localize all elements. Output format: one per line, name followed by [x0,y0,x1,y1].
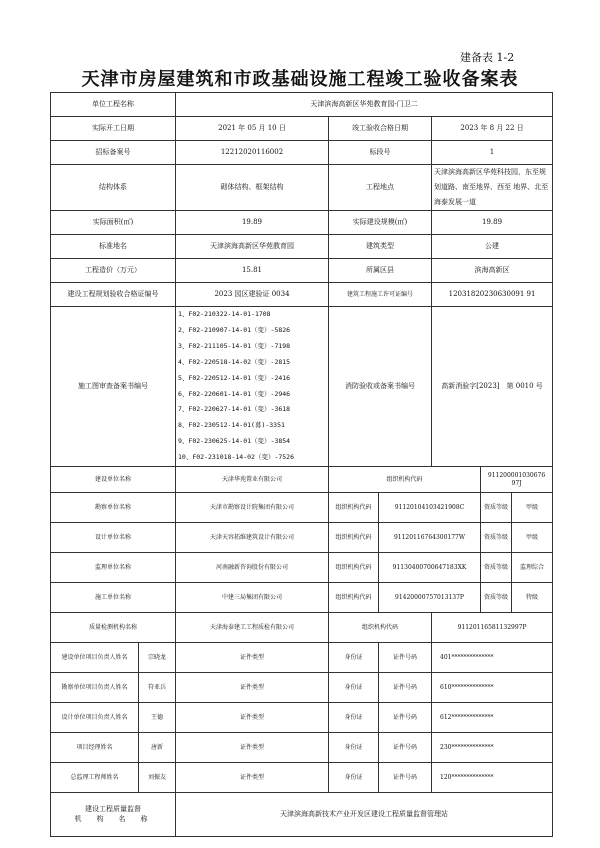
unit-code-label: 组织机构代码 [329,467,481,493]
person-row [51,733,553,763]
drawing-item: 3、F02-211105-14-01（变）-7198 [178,341,291,350]
drawing-item: 8、F02-230512-14-01(暮)-3351 [178,421,285,430]
fire-label: 消防验收或备案书编号 [329,307,432,467]
bid-record-value: 12212020116002 [176,141,329,165]
accept-date-value: 2023 年 8 月 22 日 [432,117,553,141]
bid-record-label: 招标备案号 [51,141,176,165]
district-label: 所属区县 [329,259,432,283]
unit-qual-label: 资质等级 [481,523,512,553]
id-type-value: 身份证 [329,763,379,793]
unit-qual: 甲级 [512,493,553,523]
unit-qual: 甲级 [512,523,553,553]
unit-row-contractor [51,583,553,613]
site-value: 天津滨海高新区华苑教育园 [176,235,329,259]
unit-label: 设计单位名称 [51,523,176,553]
project-name-value: 天津滨海高新区华苑教育园-门卫二 [176,93,553,117]
cost-value: 15.81 [176,259,329,283]
unit-qual: 特级 [512,583,553,613]
district-value: 滨海高新区 [432,259,553,283]
person-name: 王德 [139,703,176,733]
unit-name: 河南融新咨询股份有限公司 [176,553,329,583]
person-label: 总监理工程师姓名 [51,763,139,793]
unit-row-construction [51,467,553,493]
area-value: 19.89 [176,211,329,235]
unit-code: 91120116764300177W [379,523,481,553]
unit-label: 施工单位名称 [51,583,176,613]
row-area [51,211,553,235]
scale-label: 实际建设规模(㎡) [329,211,432,235]
fire-value: 高新消验字[2023] 第 0010 号 [432,307,553,467]
drawing-item: 2、F02-210907-14-01（变）-5826 [178,325,291,334]
id-number: 230************** [432,733,553,763]
unit-code: 91130400700647183XK [379,553,481,583]
row-project-name [51,93,553,117]
drawing-item: 7、F02-220627-14-01（变）-3618 [178,405,291,414]
unit-code-label: 组织机构代码 [329,523,379,553]
unit-label: 建设单位名称 [51,467,176,493]
id-type-value: 身份证 [329,733,379,763]
unit-code: 91420000757013137P [379,583,481,613]
drawing-item: 4、F02-220518-14-02（变）-2815 [178,357,291,366]
row-site [51,235,553,259]
person-row [51,673,553,703]
id-type-label: 证件类型 [176,703,329,733]
start-date-label: 实际开工日期 [51,117,176,141]
unit-code: 91120104103421908C [379,493,481,523]
row-supervision-org [51,793,553,837]
permit-value: 12031820230630091 91 [432,283,553,307]
id-type-label: 证件类型 [176,733,329,763]
person-row [51,643,553,673]
person-name: 符亚兵 [139,673,176,703]
unit-qual-label: 资质等级 [481,493,512,523]
unit-name: 中建三局集团有限公司 [176,583,329,613]
unit-code: 91120116581132997P [432,613,553,643]
unit-qual-label: 资质等级 [481,583,512,613]
permit-label: 建筑工程施工许可证编号 [329,283,432,307]
structure-value: 砌体结构、框架结构 [176,165,329,211]
drawing-item: 1、F02-210322-14-01-1708 [178,310,271,318]
drawings-label: 施工图审查备案书编号 [51,307,176,467]
person-label: 建设单位项目负责人姓名 [51,643,139,673]
id-type-label: 证件类型 [176,673,329,703]
unit-label: 监理单位名称 [51,553,176,583]
id-number-label: 证件号码 [379,763,432,793]
row-dates [51,117,553,141]
id-type-label: 证件类型 [176,763,329,793]
unit-code-label: 组织机构代码 [329,613,432,643]
project-name-label: 单位工程名称 [51,93,176,117]
id-number-label: 证件号码 [379,733,432,763]
section-value: 1 [432,141,553,165]
structure-label: 结构体系 [51,165,176,211]
unit-name: 天津天容拓维建筑设计有限公司 [176,523,329,553]
supervision-value: 天津滨海高新技术产业开发区建设工程质量监督管理站 [176,793,553,837]
unit-label: 质量检测机构名称 [51,613,176,643]
id-type-value: 身份证 [329,643,379,673]
drawing-item: 6、F02-220601-14-01（变）-2946 [178,389,291,398]
id-number: 610************** [432,673,553,703]
unit-row-survey [51,493,553,523]
supervision-label [51,793,176,837]
id-number: 612************** [432,703,553,733]
building-type-value: 公建 [432,235,553,259]
person-row [51,763,553,793]
site-label: 标准地名 [51,235,176,259]
person-name: 唐新 [139,733,176,763]
drawings-list [176,307,329,467]
person-label: 设计单位项目负责人姓名 [51,703,139,733]
unit-code-label: 组织机构代码 [329,553,379,583]
person-name: 宗晓龙 [139,643,176,673]
scale-value: 19.89 [432,211,553,235]
person-label: 勘察单位项目负责人姓名 [51,673,139,703]
planning-label: 建设工程规划验收合格证编号 [51,283,176,307]
id-type-value: 身份证 [329,703,379,733]
start-date-value: 2021 年 05 月 10 日 [176,117,329,141]
row-drawings [51,307,553,467]
unit-name: 天津华苑置业有限公司 [176,467,329,493]
row-structure [51,165,553,211]
person-row [51,703,553,733]
planning-value: 2023 园区建验证 0034 [176,283,329,307]
area-label: 实际面积(㎡) [51,211,176,235]
id-type-label: 证件类型 [176,643,329,673]
location-value: 天津滨海高新区华苑科技园，东至规划道路、南至地界、西至 地界、北至海泰发展一道 [432,165,553,211]
unit-code: 911200001030676 97J [481,467,553,493]
cost-label: 工程造价（万元） [51,259,176,283]
id-number-label: 证件号码 [379,703,432,733]
id-number: 401************** [432,643,553,673]
person-name: 刘振友 [139,763,176,793]
drawing-item: 5、F02-220512-14-01（变）-2416 [178,373,291,382]
id-number: 120************** [432,763,553,793]
row-bid [51,141,553,165]
unit-code-label: 组织机构代码 [329,493,379,523]
id-number-label: 证件号码 [379,673,432,703]
unit-name: 天津海泰建工工程质检有限公司 [176,613,329,643]
unit-qual: 监理综合 [512,553,553,583]
id-type-value: 身份证 [329,673,379,703]
id-number-label: 证件号码 [379,643,432,673]
unit-label: 勘察单位名称 [51,493,176,523]
unit-row-supervision [51,553,553,583]
building-type-label: 建筑类型 [329,235,432,259]
unit-row-design [51,523,553,553]
unit-code-label: 组织机构代码 [329,583,379,613]
person-label: 项目经理姓名 [51,733,139,763]
supervision-label-line2: 机 构 名 称 [74,814,152,823]
drawing-item: 9、F02-230625-14-01（变）-3854 [178,437,291,446]
unit-qual-label: 资质等级 [481,553,512,583]
accept-date-label: 竣工验收合格日期 [329,117,432,141]
filing-table [50,92,553,837]
supervision-label-line1: 建设工程质量监督 [85,805,141,814]
location-label: 工程地点 [329,165,432,211]
row-cost [51,259,553,283]
unit-row-testing [51,613,553,643]
unit-name: 天津市勘察设计院集团有限公司 [176,493,329,523]
page-title: 天津市房屋建筑和市政基础设施工程竣工验收备案表 [81,69,519,90]
row-planning [51,283,553,307]
section-label: 标段号 [329,141,432,165]
drawing-item: 10、F02-231018-14-02（变）-7526 [178,453,295,462]
form-number: 建备表 1-2 [460,51,515,64]
